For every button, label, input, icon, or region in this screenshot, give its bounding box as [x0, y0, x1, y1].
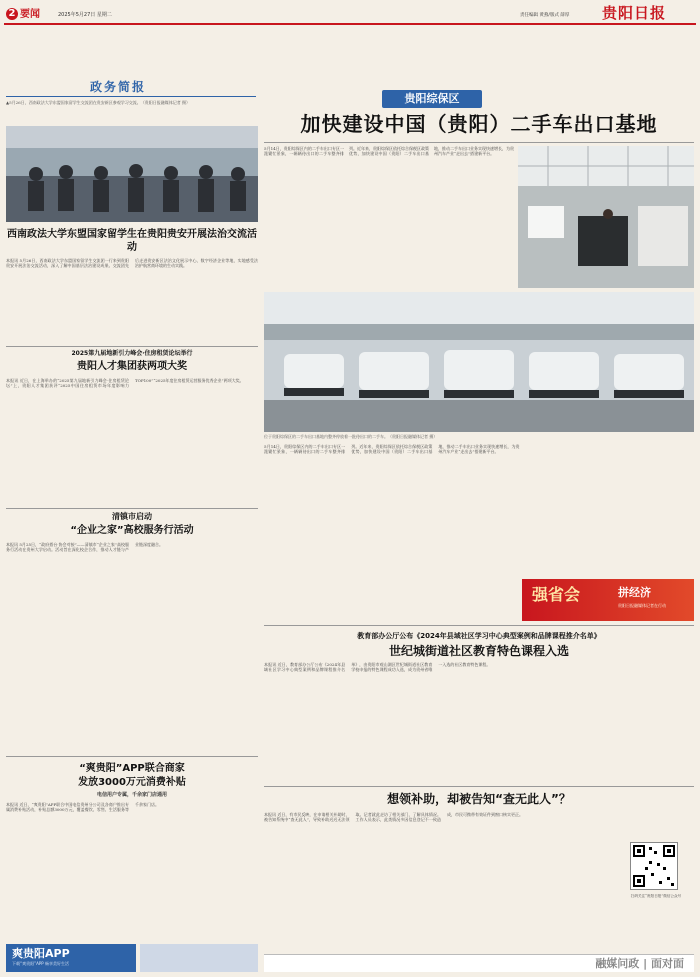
consult-headline: 想领补助，却被告知“查无此人”？ — [387, 792, 571, 806]
section-label: 要闻 — [20, 9, 40, 20]
slogan-main: 强省会 — [532, 585, 581, 604]
hero-body: 5月14日，贵阳综保区内的二手车出口专区一派繁忙景象，一辆辆待出口的二手车整齐排列。近年来，贵阳综保区依托综合保税区政策优势，加快建设中国（贵阳）二手车出口基地，推动二手车出口业务实现快速增长，为贵州汽车产业“走出去”搭建新平台。 — [264, 146, 514, 157]
app-body: 本报讯 近日，“爽贵阳”APP联合中国电信贵州分公司及各商户推出专属消费补贴活动，补贴总额3000万元，覆盖餐饮、零售、生活服务等千余家门店。 — [6, 802, 159, 813]
college-headline: 清镇市启动 — [112, 512, 152, 521]
page-number-badge: 2 — [6, 8, 18, 20]
brief-body: 本报讯 5月26日，西南政法大学东盟国家留学生交流团一行来到贵阳贵安开展法治交流活动，深入了解中国基层法治建设成果。交流团先后走进贵安新区法治文化展示中心、数字经济企业等地，实地感受法治护航营商环境的生动实践。 — [6, 258, 258, 269]
app-ad-image — [140, 944, 258, 972]
app-ad-banner[interactable] — [6, 944, 136, 972]
hero-rule — [264, 142, 694, 143]
divider — [264, 625, 694, 626]
hero-photo — [518, 146, 694, 288]
mid-headline: 世纪城街道社区教育特色课程入选 — [388, 644, 569, 658]
hero-body-continued: 5月14日，贵阳综保区内的二手车出口专区一派繁忙景象，一辆辆待出口的二手车整齐排列。近年来，贵阳综保区依托综合保税区政策优势，加快建设中国（贵阳）二手车出口基地，推动二手车出口业务实现快速增长，为贵州汽车产业“走出去”搭建新平台。 — [264, 444, 520, 455]
divider — [6, 508, 258, 509]
award-headline: 2025第九届地新引力峰会·住房租赁论坛举行 — [71, 350, 193, 357]
slogan-banner — [522, 579, 694, 621]
consult-body: 本报讯 近日，有市民反映，在申请相关补助时，被告知系统中“查无此人”，导致补助迟迟无法领取。记者就此走访了相关部门，了解具体情况。工作人员表示，此类情况多因信息登记不一致造成，市民可携带有效证件到窗口核实更正。 — [264, 812, 523, 823]
app-headline: “爽贵阳”APP联合商家 — [79, 763, 185, 774]
divider — [6, 346, 258, 347]
app-ad-text: 下载“爽贵阳”APP 畅享美好生活 — [12, 961, 69, 966]
mid-body: 本报讯 近日，教育部办公厅公布《2024年县域社区学习中心典型案例和品牌课程推介名单》，由贵阳市观山湖区世纪城街道社区教育学校申报的特色课程成功入选，成为贵州省唯一入选的社区教育特色课程。 — [264, 662, 491, 673]
brief-photo — [6, 126, 258, 222]
hero-wide-photo — [264, 292, 694, 432]
college-subheadline: “企业之家”高校服务行活动 — [70, 525, 194, 536]
divider — [6, 756, 258, 757]
header-rule — [4, 23, 696, 25]
app-subheadline-2: 电信用户专属，千余家门店通用 — [96, 792, 167, 798]
issue-date: 2025年5月27日 星期二 — [58, 12, 112, 18]
hero-headline: 加快建设中国（贵阳）二手车出口基地 — [300, 112, 658, 136]
hero-caption: 位于贵阳综保区的二手车出口基地内整齐停放着一批待出口的二手车。（贵阳日报融媒体记者 摄） — [264, 434, 438, 439]
slogan-eng: 贵阳日报融媒体记者在行动 — [618, 603, 666, 608]
divider — [264, 786, 694, 787]
column-logo: 融媒问政 | 面对面 — [595, 957, 684, 970]
editor-credit: 责任编辑 黄燕/版式 薛厚 — [520, 13, 570, 18]
college-body: 本报讯 5月25日，“政府搭台·协会对接”——清镇市“企业之家”高校服务行活动在贵州大学启动。活动旨在深化校企合作，推动人才链与产业链深度融合。 — [6, 542, 163, 553]
brief-intro: ▲5月26日，西南政法大学东盟国家留学生交流团在贵安新区参观学习交流。（贵阳日报融媒体记者 摄） — [6, 100, 190, 105]
hero-tag: 贵阳综保区 — [382, 90, 482, 108]
brief-headline: 西南政法大学东盟国家留学生在贵阳贵安开展法治交流活动 — [7, 229, 257, 253]
qr-code[interactable] — [630, 842, 678, 890]
paper-masthead: 贵阳日报 — [602, 4, 667, 22]
qr-note: 扫码关注“贵阳日报”微信公众号 — [630, 894, 682, 898]
award-subheadline: 贵阳人才集团获两项大奖 — [77, 361, 187, 372]
brief-banner: 政务简报 — [90, 80, 147, 94]
brief-banner-rule — [6, 96, 256, 97]
bottom-banner — [264, 954, 694, 972]
app-ad-title: 爽贵阳APP — [12, 947, 70, 960]
app-subheadline: 发放3000万元消费补贴 — [78, 777, 186, 788]
award-body: 本报讯 近日，在上海举办的“2025第九届地新引力峰会·住房租赁论坛”上，贵阳人才集团获评“2025中国住房租赁市场年度影响力TOP100”“2025年度住房租赁运营服务优秀企业”两项大奖。 — [6, 378, 244, 389]
mid-section-head: 教育部办公厅公布《2024年县域社区学习中心典型案例和品牌课程推介名单》 — [357, 632, 601, 640]
slogan-sub: 拼经济 — [618, 586, 651, 599]
